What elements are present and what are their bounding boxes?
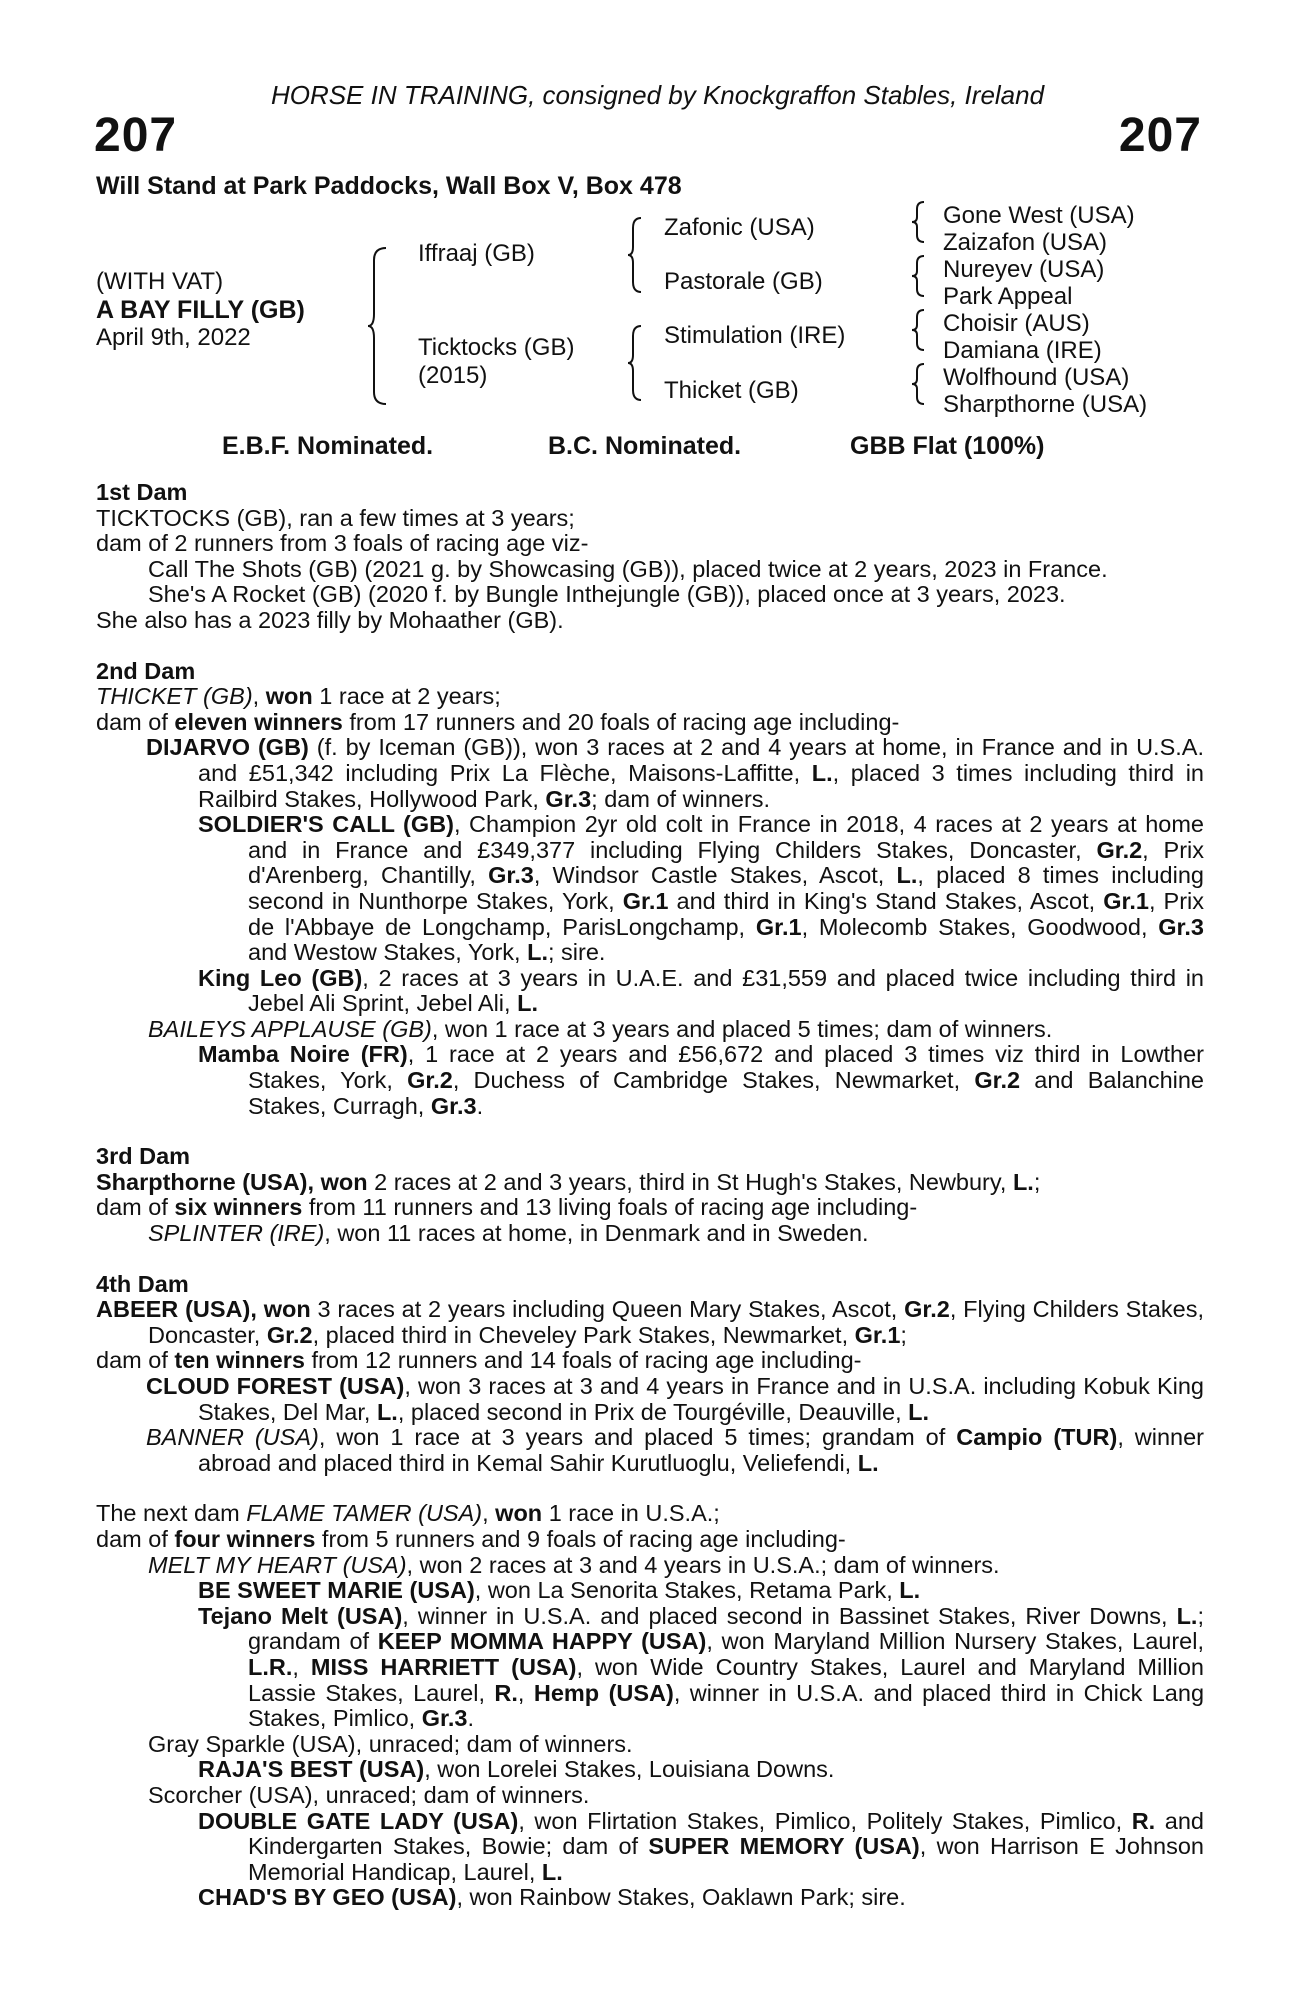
fourth-dam-record: dam of ten winners from 12 runners and 14 foals of racing age including-: [96, 1347, 862, 1374]
second-dam-record: dam of eleven winners from 17 runners and 20 foals of racing age including-: [96, 708, 900, 735]
produce-entry: SPLINTER (IRE), won 11 races at home, in Denmark and in Sweden.: [148, 1220, 869, 1247]
produce-entry: Call The Shots (GB) (2021 g. by Showcasing (GB)), placed twice at 2 years, 2023 in France.: [148, 555, 1108, 582]
stand-location: Will Stand at Park Paddocks, Wall Box V, Box 478: [96, 172, 682, 200]
first-dam-line: TICKTOCKS (GB), ran a few times at 3 years;: [96, 504, 575, 531]
pedigree-brace-dam: [628, 324, 644, 402]
produce-entry: Mamba Noire (FR), 1 race at 2 years and £56,672 and placed 3 times viz third in Lowther Stakes, York, Gr.2, Duchess of Cambridge Stakes, Newmarket, Gr.2 and Balanchine Stakes, Curragh, Gr.3.: [198, 1041, 1205, 1119]
produce-entry: DOUBLE GATE LADY (USA), won Flirtation Stakes, Pimlico, Politely Stakes, Pimlico, R. and Kindergarten Stakes, Bowie; dam of SUPER MEMORY (USA), won Harrison E Johnson Memorial Handicap, Laurel, L.: [198, 1807, 1204, 1885]
dam-dam-dam: Sharpthorne (USA): [943, 391, 1148, 418]
pedigree-brace-ds: [912, 308, 926, 352]
produce-entry: SOLDIER'S CALL (GB), Champion 2yr old colt in France in 2018, 4 races at 2 years at home and in France and £349,377 including Flying Childers Stakes, Doncaster, Gr.2, Prix d'Arenberg, Chantilly, Gr.3, Windsor Castle Stakes, Ascot, L., placed 8 times including second in Nunthorpe Stakes, York, Gr.1 and third in King's Stand Stakes, Ascot, Gr.1, Prix de l'Abbaye de Longchamp, ParisLongchamp, Gr.1, Molecomb Stakes, Goodwood, Gr.3 and Westow Stakes, York, L.; sire.: [198, 811, 1205, 966]
produce-entry: BANNER (USA), won 1 race at 3 years and placed 5 times; grandam of Campio (TUR), winner abroad and placed third in Kemal Sahir Kurutluoglu, Veliefendi, L.: [146, 1424, 1205, 1476]
dam-dam-sire: Wolfhound (USA): [943, 364, 1130, 391]
first-dam-record: dam of 2 runners from 3 foals of racing age viz-: [96, 530, 589, 557]
produce-entry: BE SWEET MARIE (USA), won La Senorita Stakes, Retama Park, L.: [198, 1577, 921, 1604]
next-dam-line: The next dam FLAME TAMER (USA), won 1 race in U.S.A.;: [96, 1500, 720, 1527]
second-dam-heading: 2nd Dam: [96, 657, 196, 684]
pedigree-brace-main: [368, 246, 390, 406]
lot-number-left: 207: [94, 109, 178, 162]
ebf-nomination: E.B.F. Nominated.: [222, 432, 434, 460]
produce-entry: Tejano Melt (USA), winner in U.S.A. and placed second in Bassinet Stakes, River Downs, L.; grandam of KEEP MOMMA HAPPY (USA), won Maryland Million Nursery Stakes, Laurel, L.R., MISS HARRIETT (USA), won Wide Country Stakes, Laurel and Maryland Million Lassie Stakes, Laurel, R., Hemp (USA), winner in U.S.A. and placed third in Chick Lang Stakes, Pimlico, Gr.3.: [198, 1602, 1205, 1732]
produce-entry: MELT MY HEART (USA), won 2 races at 3 and 4 years in U.S.A.; dam of winners.: [148, 1551, 1000, 1578]
pedigree-brace-sd: [912, 254, 926, 298]
sire-sire-sire: Gone West (USA): [943, 202, 1135, 229]
lot-number-right: 207: [1118, 109, 1202, 162]
next-dam-record: dam of four winners from 5 runners and 9 foals of racing age including-: [96, 1525, 846, 1552]
dam-sire-dam: Damiana (IRE): [943, 337, 1102, 364]
gbb-status: GBB Flat (100%): [850, 432, 1045, 460]
foaling-date: April 9th, 2022: [96, 324, 251, 351]
fourth-dam-line: ABEER (USA), won 3 races at 2 years including Queen Mary Stakes, Ascot, Gr.2, Flying Childers Stakes, Doncaster, Gr.2, placed third in Cheveley Park Stakes, Newmarket, Gr.1;: [96, 1296, 1205, 1348]
pedigree-brace-sire: [628, 216, 644, 294]
second-dam-line: THICKET (GB), won 1 race at 2 years;: [96, 683, 501, 710]
produce-record: [96, 480, 1204, 1911]
sire-dam-sire: Nureyev (USA): [943, 256, 1105, 283]
dam-foaled-year: (2015): [418, 362, 488, 389]
dam-sire: Stimulation (IRE): [664, 322, 846, 349]
produce-note: She also has a 2023 filly by Mohaather (GB).: [96, 606, 564, 633]
sire-sire-dam: Zaizafon (USA): [943, 229, 1108, 256]
produce-entry: She's A Rocket (GB) (2020 f. by Bungle Inthejungle (GB)), placed once at 3 years, 2023.: [148, 581, 1066, 608]
sire-dam-dam: Park Appeal: [943, 283, 1073, 310]
sire-name: Iffraaj (GB): [418, 240, 535, 267]
pedigree-brace-dd: [912, 362, 926, 406]
third-dam-line: Sharpthorne (USA), won 2 races at 2 and 3 years, third in St Hugh's Stakes, Newbury, L.;: [96, 1168, 1041, 1195]
bc-nomination: B.C. Nominated.: [548, 432, 742, 460]
produce-entry: Gray Sparkle (USA), unraced; dam of winners.: [148, 1730, 633, 1757]
third-dam-record: dam of six winners from 11 runners and 13 living foals of racing age including-: [96, 1194, 918, 1221]
fourth-dam-heading: 4th Dam: [96, 1270, 189, 1297]
produce-entry: King Leo (GB), 2 races at 3 years in U.A.E. and £31,559 and placed twice including third in Jebel Ali Sprint, Jebel Ali, L.: [198, 964, 1204, 1017]
vat-label: (WITH VAT): [96, 268, 224, 295]
produce-entry: Scorcher (USA), unraced; dam of winners.: [148, 1781, 590, 1808]
third-dam-heading: 3rd Dam: [96, 1143, 191, 1170]
produce-entry: DIJARVO (GB) (f. by Iceman (GB)), won 3 races at 2 and 4 years at home, in France and in U.S.A. and £51,342 including Prix La Flèche, Maisons-Laffitte, L., placed 3 times including third in Railbird Stakes, Hollywood Park, Gr.3; dam of winners.: [146, 734, 1205, 812]
dam-dam: Thicket (GB): [664, 377, 799, 404]
produce-entry: CLOUD FOREST (USA), won 3 races at 3 and 4 years in France and in U.S.A. including Kobuk King Stakes, Del Mar, L., placed second in Prix de Tourgéville, Deauville, L.: [146, 1373, 1204, 1425]
dam-sire-sire: Choisir (AUS): [943, 310, 1090, 337]
dam-name: Ticktocks (GB): [418, 334, 575, 361]
produce-entry: BAILEYS APPLAUSE (GB), won 1 race at 3 years and placed 5 times; dam of winners.: [148, 1015, 1053, 1042]
pedigree-brace-ss: [912, 200, 926, 244]
lot-horse-name: A BAY FILLY (GB): [96, 296, 305, 324]
sire-sire: Zafonic (USA): [664, 214, 815, 241]
produce-entry: CHAD'S BY GEO (USA), won Rainbow Stakes, Oaklawn Park; sire.: [198, 1884, 906, 1911]
first-dam-heading: 1st Dam: [96, 479, 188, 505]
produce-entry: RAJA'S BEST (USA), won Lorelei Stakes, Louisiana Downs.: [198, 1756, 835, 1783]
sire-dam: Pastorale (GB): [664, 268, 823, 295]
catalogue-subtitle: HORSE IN TRAINING, consigned by Knockgraffon Stables, Ireland: [270, 80, 1045, 110]
